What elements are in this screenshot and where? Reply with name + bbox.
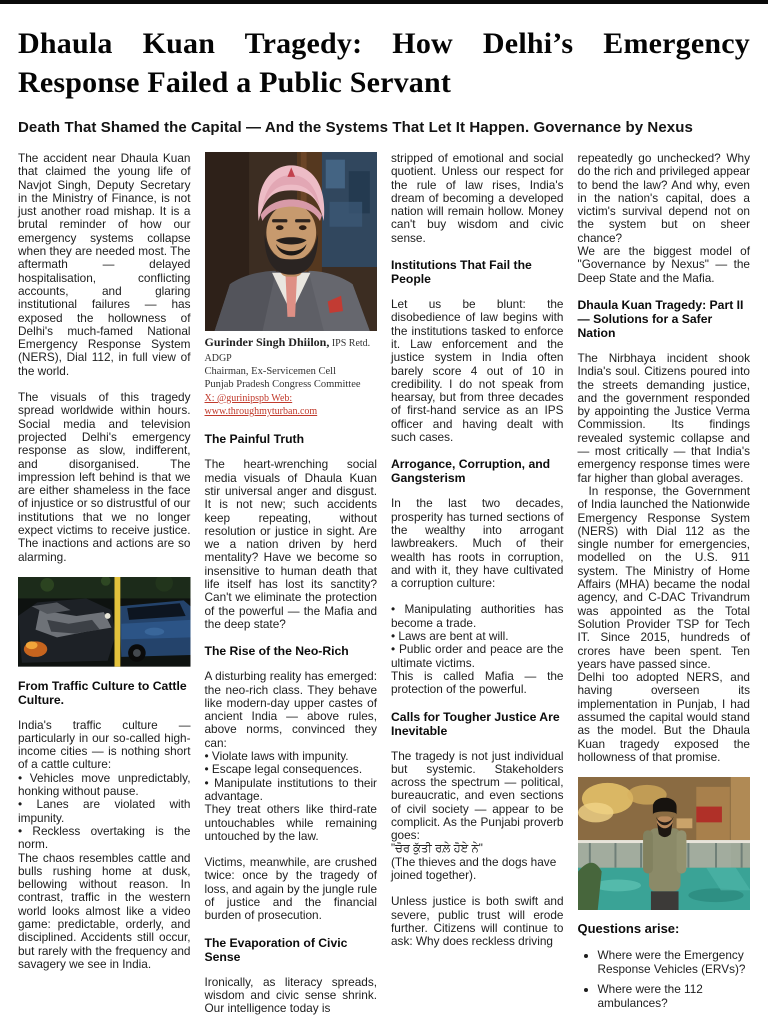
article-columns: [18, 152, 750, 1028]
section-heading-institutions: Institutions That Fail the People: [391, 258, 532, 287]
author-social-link[interactable]: X: @gurinipspb Web: www.throughmyturban.com: [204, 392, 318, 418]
bullet-item: • Escape legal consequences.: [205, 763, 378, 776]
author-title-line: Chairman, Ex-Servicemen Cell: [204, 365, 337, 377]
page-title: [18, 24, 750, 102]
paragraph: repeatedly go unchecked? Why do the rich and privileged appear to bend the law? And why, even in the nation's capital, does a victim's survival depend not on the system but on sheer chance?: [577, 151, 750, 245]
paragraph: The chaos resembles cattle and bulls rushing home at dusk, bellowing without reason. In contrast, traffic in the western world looks almost like a video game: predictable, orderly, and disciplined. Accidents still occur, but rarely with the frequency and savagery we see in India.: [18, 850, 191, 971]
column-2: [205, 152, 378, 1028]
mall-photo: [578, 777, 751, 910]
section-heading-painful-truth: The Painful Truth: [204, 432, 305, 447]
section-heading-part-two: Dhaula Kuan Tragedy: Part II — Solutions for a Safer Nation: [577, 297, 744, 340]
section-heading-civic-sense: The Evaporation of Civic Sense: [204, 935, 348, 964]
paragraph: The accident near Dhaula Kuan that claimed the young life of Navjot Singh, Deputy Secretary in the Ministry of Finance, is not just another road mishap. It is a brutal reminder of how our emergency systems collapse when they are needed most. The aftermath — delayed hospitalisation, conflicting accounts, and glaring institutional failures — has exposed the hollowness of Delhi's much-famed National Emergency Response System (NERS), Dial 112, in full view of the world.: [18, 151, 191, 378]
punjabi-proverb: "ਚੋਰ ਕੁੱਤੀ ਰਲ਼ੇ ਹੋਏ ਨੇ": [391, 842, 483, 855]
page-title-line1: Dhaula Kuan Tragedy: How Delhi’s Emergency: [18, 27, 750, 60]
section-heading-arrogance: Arrogance, Corruption, and Gangsterism: [391, 457, 551, 486]
paragraph: Ironically, as literacy spreads, wisdom and civic sense shrink. Our intelligence today is: [204, 974, 377, 1016]
column-3: [391, 152, 564, 1028]
bullet-item: • Public order and peace are the ultimate victims.: [391, 643, 564, 670]
article-subtitle: Death That Shamed the Capital — And the Systems That Let It Happen. Governance by Nexus: [18, 119, 693, 136]
paragraph: The visuals of this tragedy spread worldwide within hours. Social media and television projected Delhi's emergency response as slow, indifferent, and disorganised. The impression left behind is that we are either shameless in the face of injustice or so distrustful of our institutions that we no longer expect victims to receive justice. The inactions and actions are so alarming.: [18, 390, 191, 564]
bullet-item: • Violate laws with impunity.: [205, 750, 378, 763]
author-portrait-illustration: [205, 152, 378, 331]
author-org-line: Punjab Pradesh Congress Committee: [204, 378, 361, 390]
author-portrait-photo: [205, 152, 378, 331]
section-heading-questions: Questions arise:: [577, 921, 680, 937]
mall-photo-illustration: [578, 777, 751, 910]
author-name: Gurinder Singh Dhiilon,: [204, 335, 330, 350]
bullet-item: • Laws are bent at will.: [391, 630, 564, 643]
question-item: • Where were the Emergency Response Vehicles (ERVs)?: [598, 948, 751, 976]
paragraph: Unless justice is both swift and severe, public trust will erode further. Citizens will continue to ask: Why does reckless driving: [391, 894, 564, 949]
question-item: • Where were the 112 ambulances?: [598, 982, 751, 1010]
paragraph: Let us be blunt: the disobedience of law begins with the institutions tasked to enforce it. Law enforcement and the justice system in India often barely score 4 out of 10 in credibility. I do not speak from hearsay, but from three decades of first-hand service as an IPS officer and having dealt with such cases.: [391, 297, 564, 445]
column-4: [578, 152, 751, 1028]
paragraph: India's traffic culture — particularly in our so-called high-income cities — is nothing short of a cattle culture:: [18, 717, 191, 772]
bullet-item: • Manipulating authorities has become a trade.: [391, 603, 564, 630]
crash-photo: [18, 577, 191, 667]
bullet-item: • Vehicles move unpredictably, honking without pause.: [18, 772, 191, 799]
page-title-line2: Response Failed a Public Servant: [18, 66, 452, 99]
paragraph: Delhi too adopted NERS, and having overseen its implementation in Punjab, I had assumed the capital would stand as the model. But the Dhaula Kuan tragedy exposed the hollowness of that promise.: [577, 670, 750, 764]
paragraph: They treat others like third-rate untouchables while remaining untouched by the law.: [204, 802, 377, 843]
article-page: [0, 4, 768, 1028]
section-heading-traffic-culture: From Traffic Culture to Cattle Culture.: [18, 678, 187, 707]
section-heading-tougher-justice: Calls for Tougher Justice Are Inevitable: [391, 709, 560, 738]
column-1: [18, 152, 191, 1028]
author-rank: IPS Retd. ADGP: [204, 338, 371, 364]
paragraph: The Nirbhaya incident shook India's soul. Citizens poured into the streets demanding justice, and the government responded by appointing the Justice Verma Commission. Its findings revealed systemic collapse and — most critically — that India's emergency response times were far higher than global averages.: [577, 350, 750, 485]
section-heading-neo-rich: The Rise of the Neo-Rich: [204, 644, 349, 659]
paragraph: A disturbing reality has emerged: the neo-rich class. They behave like modern-day upper castes of ancient India — above rules, above norms, convinced they can:: [204, 669, 377, 750]
proverb-translation: (The thieves and the dogs have joined together).: [391, 854, 557, 883]
paragraph: Victims, meanwhile, are crushed twice: once by the tragedy of loss, and again by the jungle rule of justice and the financial burden of prosecution.: [204, 855, 377, 923]
bullet-item: • Lanes are violated with impunity.: [18, 798, 191, 825]
paragraph: In the last two decades, prosperity has turned sections of the wealthy into arrogant lawbreakers. Much of their wealth has roots in corruption, and with it, they have cultivated a corruption culture:: [391, 496, 564, 591]
paragraph: stripped of emotional and social quotient. Unless our respect for the rule of law rises, India's dream of becoming a developed nation will remain hollow. Money can't buy wisdom and civic sense.: [391, 151, 564, 245]
bullet-item: • Reckless overtaking is the norm.: [18, 825, 191, 852]
bullet-item: • Manipulate institutions to their advantage.: [205, 777, 378, 804]
paragraph: The heart-wrenching social media visuals of Dhaula Kuan stir universal anger and disgust. It is not new; such accidents keep repeating, without resolution or justice in sight. Are we a nation driven by herd mentality? Have we become so insensitive to human death that life itself has lost its sanctity? Can't we eliminate the protection of the powerful — the Mafia and the deep state?: [204, 457, 377, 631]
portrait-caption: [205, 336, 378, 418]
paragraph: This is called Mafia — the protection of the powerful.: [391, 668, 564, 697]
paragraph: The tragedy is not just individual but systemic. Stakeholders across the spectrum — political, bureaucratic, and even sections of civil society — appear to be complicit. As the Punjabi proverb goes:: [391, 748, 564, 843]
questions-list: [578, 948, 751, 1010]
paragraph: In response, the Government of India launched the Nationwide Emergency Response System (NERS) with Dial 112 as the single number for emergencies, modelled on the U.S. 911 system. The Ministry of Home Affairs (MHA) became the nodal agency, and C-DAC Trivandrum was appointed as the Total Solution Provider TSP for Tech IT. Since 2015, hundreds of crores have been spent. Ten years have passed since.: [577, 483, 750, 671]
crash-photo-illustration: [18, 577, 191, 667]
paragraph: We are the biggest model of "Governance by Nexus" — the Deep State and the Mafia.: [577, 244, 750, 285]
